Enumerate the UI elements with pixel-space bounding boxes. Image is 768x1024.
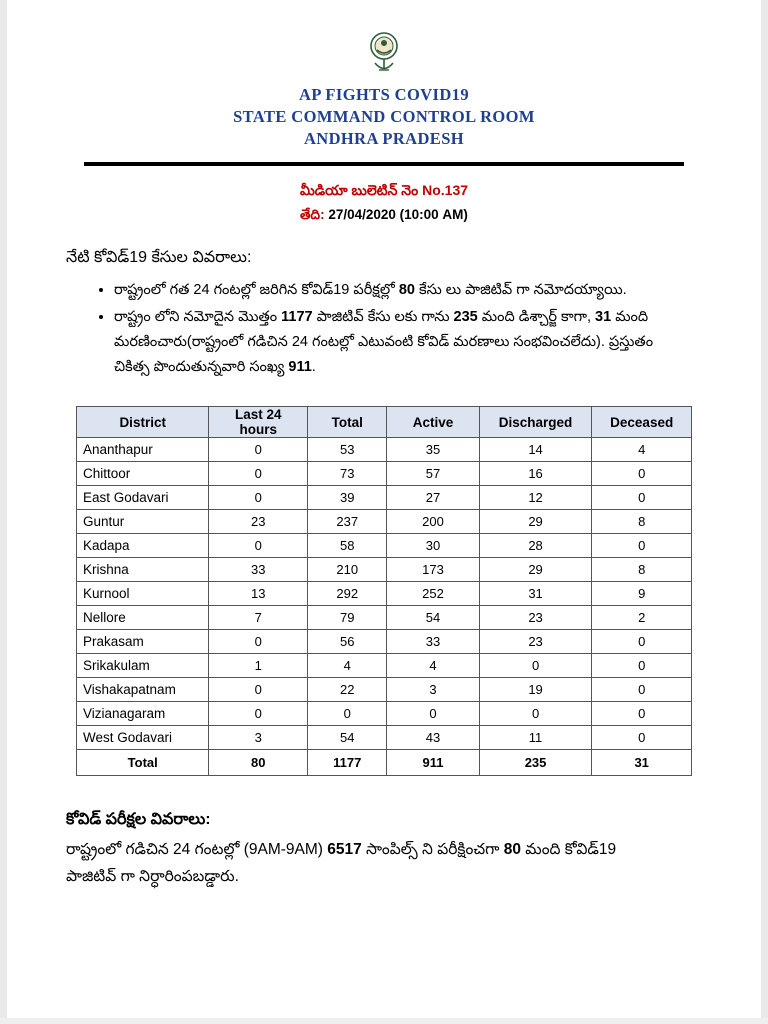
bulletin-date [38, 207, 730, 226]
cell-last24: 0 [209, 702, 308, 726]
cell-district: Krishna [77, 558, 209, 582]
cell-district: Vizianagaram [77, 702, 209, 726]
cell-last24: 0 [209, 678, 308, 702]
cell-deceased: 0 [592, 630, 692, 654]
summary-point-1 [114, 278, 684, 303]
point2-text-c: పాజిటివ్ కేసు లకు గాను [312, 309, 454, 325]
summary-point-2 [114, 305, 684, 380]
title-line-1: AP FIGHTS COVID19 [299, 85, 469, 104]
point2-text-a: రాష్ట్రం లోని నమోదైన మొత్తం [114, 309, 282, 325]
column-header-district: District [77, 407, 209, 438]
district-stats-table [76, 406, 692, 776]
point2-value-total: 1177 [281, 309, 313, 325]
cell-total: 292 [308, 582, 387, 606]
cell-discharged: 29 [479, 558, 592, 582]
table-header-row [77, 407, 692, 438]
cell-deceased: 0 [592, 486, 692, 510]
ap-government-emblem-icon [363, 30, 405, 76]
cell-active: 35 [387, 438, 479, 462]
cell-discharged: 31 [479, 582, 592, 606]
cell-discharged: 28 [479, 534, 592, 558]
table-row [77, 606, 692, 630]
cell-active: 57 [387, 462, 479, 486]
point1-text-a: రాష్ట్రంలో గత 24 గంటల్లో జరిగిన కోవిడ్19 పరీక్షల్లో [114, 282, 399, 298]
cell-district: Ananthapur [77, 438, 209, 462]
cell-deceased: 0 [592, 534, 692, 558]
table-row [77, 678, 692, 702]
cell-discharged: 19 [479, 678, 592, 702]
total-total: 1177 [308, 750, 387, 776]
cell-deceased: 0 [592, 654, 692, 678]
cell-last24: 3 [209, 726, 308, 750]
bulletin-number: మీడియా బులెటిన్ నెం No.137 [299, 182, 469, 198]
tests-text-e: మంది కోవిడ్19 పాజిటివ్ గా నిర్ధారింపబడ్డారు. [66, 841, 617, 885]
cell-district: Prakasam [77, 630, 209, 654]
table-row [77, 702, 692, 726]
tests-text-a: రాష్ట్రంలో గడిచిన 24 గంటల్లో (9AM-9AM) [66, 841, 328, 858]
cell-total: 58 [308, 534, 387, 558]
cell-last24: 0 [209, 630, 308, 654]
cell-discharged: 23 [479, 606, 592, 630]
point1-text-c: కేసు లు పాజిటివ్ గా నమోదయ్యాయి. [414, 282, 627, 298]
cell-deceased: 2 [592, 606, 692, 630]
cell-district: West Godavari [77, 726, 209, 750]
cell-discharged: 0 [479, 654, 592, 678]
table-row [77, 726, 692, 750]
cell-last24: 0 [209, 486, 308, 510]
table-row [77, 654, 692, 678]
column-header-active: Active [387, 407, 479, 438]
cell-active: 33 [387, 630, 479, 654]
total-active: 911 [387, 750, 479, 776]
cell-last24: 33 [209, 558, 308, 582]
tests-body [66, 836, 670, 890]
cell-active: 173 [387, 558, 479, 582]
point2-value-deceased: 31 [595, 309, 612, 325]
cell-discharged: 11 [479, 726, 592, 750]
cell-active: 30 [387, 534, 479, 558]
tests-section [66, 810, 730, 890]
cell-district: Chittoor [77, 462, 209, 486]
cell-total: 4 [308, 654, 387, 678]
column-header-last-24-hours: Last 24 hours [209, 407, 308, 438]
column-header-deceased: Deceased [592, 407, 692, 438]
cell-discharged: 0 [479, 702, 592, 726]
tests-text-c: సాంపిల్స్ ని పరీక్షించగా [361, 841, 504, 858]
table-body [77, 438, 692, 750]
cell-last24: 0 [209, 438, 308, 462]
cell-deceased: 8 [592, 558, 692, 582]
summary-points [96, 278, 730, 380]
table-row [77, 462, 692, 486]
cell-last24: 0 [209, 534, 308, 558]
cell-total: 73 [308, 462, 387, 486]
cell-deceased: 0 [592, 678, 692, 702]
total-label: Total [77, 750, 209, 776]
cell-active: 4 [387, 654, 479, 678]
cell-active: 0 [387, 702, 479, 726]
cell-total: 79 [308, 606, 387, 630]
point2-text-e: మంది డిశ్చార్జ్ కాగా, [477, 309, 596, 325]
table-row [77, 486, 692, 510]
cell-total: 39 [308, 486, 387, 510]
page-left-edge [0, 0, 7, 1024]
cell-total: 0 [308, 702, 387, 726]
table-header [77, 407, 692, 438]
cell-deceased: 0 [592, 702, 692, 726]
cell-deceased: 0 [592, 462, 692, 486]
point2-text-i: . [311, 359, 316, 375]
cell-total: 22 [308, 678, 387, 702]
total-deceased: 31 [592, 750, 692, 776]
cell-discharged: 29 [479, 510, 592, 534]
point2-value-active: 911 [288, 359, 312, 375]
tests-samples-value: 6517 [327, 841, 362, 858]
table-row [77, 534, 692, 558]
cell-discharged: 23 [479, 630, 592, 654]
cell-last24: 7 [209, 606, 308, 630]
header-divider [84, 162, 684, 166]
cell-last24: 23 [209, 510, 308, 534]
cell-district: Nellore [77, 606, 209, 630]
table-row [77, 438, 692, 462]
cell-total: 237 [308, 510, 387, 534]
cell-last24: 0 [209, 462, 308, 486]
tests-positive-value: 80 [503, 841, 521, 858]
table-row [77, 510, 692, 534]
cell-district: Srikakulam [77, 654, 209, 678]
cell-discharged: 16 [479, 462, 592, 486]
table-row [77, 558, 692, 582]
cell-district: East Godavari [77, 486, 209, 510]
cell-active: 3 [387, 678, 479, 702]
cell-deceased: 8 [592, 510, 692, 534]
cell-district: Vishakapatnam [77, 678, 209, 702]
cell-discharged: 14 [479, 438, 592, 462]
district-stats-table-wrapper [76, 406, 692, 776]
page-bottom-edge [0, 1018, 768, 1024]
point2-value-discharged: 235 [453, 309, 478, 325]
column-header-total: Total [308, 407, 387, 438]
cell-total: 210 [308, 558, 387, 582]
cell-active: 27 [387, 486, 479, 510]
cell-district: Kurnool [77, 582, 209, 606]
total-last24: 80 [209, 750, 308, 776]
table-row [77, 630, 692, 654]
point2-text-g: మంది మరణించారు(రాష్ట్రంలో గడిచిన 24 గంటల్లో ఎటువంటి కోవిడ్ మరణాలు సంభవించలేదు). ప్రస్తుతం చికిత్స పొందుతున్నవారి సంఖ్య [114, 309, 654, 375]
bulletin-date-value: 27/04/2020 (10:00 AM) [328, 207, 468, 222]
summary-heading: నేటి కోవిడ్19 కేసుల వివరాలు: [66, 249, 252, 266]
cell-deceased: 9 [592, 582, 692, 606]
document-title [38, 84, 730, 150]
cell-active: 43 [387, 726, 479, 750]
cell-last24: 13 [209, 582, 308, 606]
cell-total: 56 [308, 630, 387, 654]
table-total-row [77, 750, 692, 776]
cell-last24: 1 [209, 654, 308, 678]
title-line-2: STATE COMMAND CONTROL ROOM [233, 107, 535, 126]
page-right-edge [761, 0, 768, 1024]
cell-active: 200 [387, 510, 479, 534]
cell-discharged: 12 [479, 486, 592, 510]
cell-district: Guntur [77, 510, 209, 534]
cell-deceased: 0 [592, 726, 692, 750]
cell-district: Kadapa [77, 534, 209, 558]
bulletin-date-label: తేది: [300, 207, 325, 222]
cell-active: 252 [387, 582, 479, 606]
cell-total: 54 [308, 726, 387, 750]
table-footer [77, 750, 692, 776]
cell-deceased: 4 [592, 438, 692, 462]
point1-value-cases: 80 [398, 282, 415, 298]
column-header-discharged: Discharged [479, 407, 592, 438]
total-discharged: 235 [479, 750, 592, 776]
cell-active: 54 [387, 606, 479, 630]
emblem-container [38, 30, 730, 78]
tests-heading: కోవిడ్ పరీక్షల వివరాలు: [66, 811, 211, 828]
bulletin-info [38, 182, 730, 226]
title-line-3: ANDHRA PRADESH [303, 129, 465, 148]
cell-total: 53 [308, 438, 387, 462]
table-row [77, 582, 692, 606]
